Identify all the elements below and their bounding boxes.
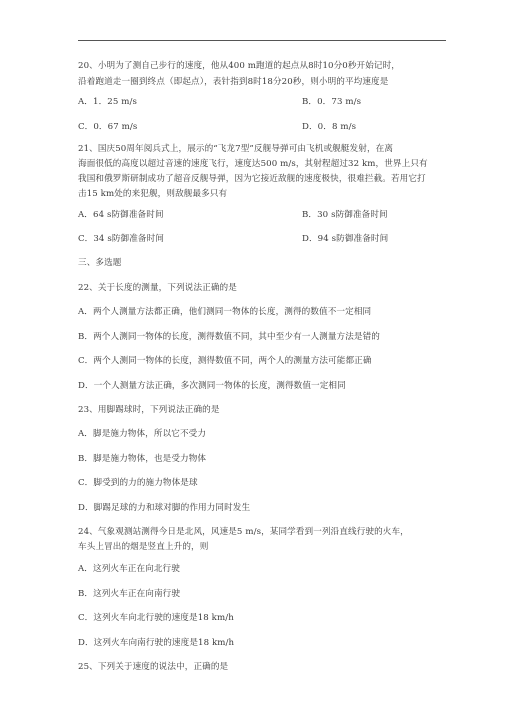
q24-stem-line2: 车头上冒出的烟是竖直上升的，则 bbox=[78, 542, 209, 552]
q21-option-c: C．34 s防御准备时间 bbox=[78, 234, 165, 244]
q22-option-b: B．两个人测同一物体的长度，测得数值不同，其中至少有一人测量方法是错的 bbox=[78, 332, 381, 342]
section-heading: 三、多选题 bbox=[78, 258, 122, 268]
q21-stem-line3: 我国和俄罗斯研制成功了超音反舰导弹，因为它接近敌舰的速度极快，很难拦截。若用它打 bbox=[78, 174, 426, 184]
q20-stem-line1: 20、小明为了测自己步行的速度，他从400 m跑道的起点从8时10分0秒开始记时， bbox=[78, 61, 401, 71]
q20-option-a: A．1．25 m/s bbox=[78, 97, 137, 107]
q25-stem: 25、下列关于速度的说法中，正确的是 bbox=[78, 662, 229, 672]
q24-stem-line1: 24、气象观测站测得今日是北风，风速是5 m/s，某同学看到一列沿直线行驶的火车， bbox=[78, 527, 409, 537]
q22-option-c: C．两个人测同一物体的长度，测得数值不同，两个人的测量方法可能都正确 bbox=[78, 356, 372, 366]
q24-option-a: A．这列火车正在向北行驶 bbox=[78, 564, 180, 574]
q21-option-b: B．30 s防御准备时间 bbox=[302, 210, 388, 220]
q22-stem: 22、关于长度的测量，下列说法正确的是 bbox=[78, 283, 237, 293]
header-rule bbox=[78, 40, 446, 41]
q21-option-d: D．94 s防御准备时间 bbox=[302, 234, 389, 244]
q23-option-a: A．脚是施力物体，所以它不受力 bbox=[78, 429, 207, 439]
q22-option-d: D．一个人测量方法正确，多次测同一物体的长度，测得数值一定相同 bbox=[78, 381, 346, 391]
q20-option-c: C．0．67 m/s bbox=[78, 122, 138, 132]
q23-option-c: C．脚受到的力的施力物体是球 bbox=[78, 478, 198, 488]
q21-stem-line1: 21、国庆50周年阅兵式上，展示的“飞龙7型”反舰导弹可由飞机或舰艇发射，在离 bbox=[78, 144, 394, 154]
q20-option-d: D．0．8 m/s bbox=[302, 122, 357, 132]
q22-option-a: A．两个人测量方法都正确，他们测同一物体的长度，测得的数值不一定相同 bbox=[78, 307, 372, 317]
q24-option-d: D．这列火车向南行驶的速度是18 km/h bbox=[78, 638, 235, 648]
q24-option-c: C．这列火车向北行驶的速度是18 km/h bbox=[78, 613, 234, 623]
q24-option-b: B．这列火车正在向南行驶 bbox=[78, 589, 181, 599]
q20-option-b: B．0．73 m/s bbox=[302, 97, 362, 107]
q23-stem: 23、用脚踢球时，下列说法正确的是 bbox=[78, 405, 220, 415]
q21-stem-line2: 海面很低的高度以超过音速的速度飞行，速度达500 m/s，其射程超过32 km，世界上只有 bbox=[78, 159, 428, 169]
q23-option-b: B．脚是施力物体，也是受力物体 bbox=[78, 454, 207, 464]
q21-stem-line4: 击15 km处的来犯舰，则敌舰最多只有 bbox=[78, 189, 228, 199]
q21-option-a: A．64 s防御准备时间 bbox=[78, 210, 164, 220]
q23-option-d: D．脚踢足球的力和球对脚的作用力同时发生 bbox=[78, 503, 251, 513]
q20-stem-line2: 沿着跑道走一圈到终点（即起点），表针指到8时18分20秒，则小明的平均速度是 bbox=[78, 77, 389, 87]
